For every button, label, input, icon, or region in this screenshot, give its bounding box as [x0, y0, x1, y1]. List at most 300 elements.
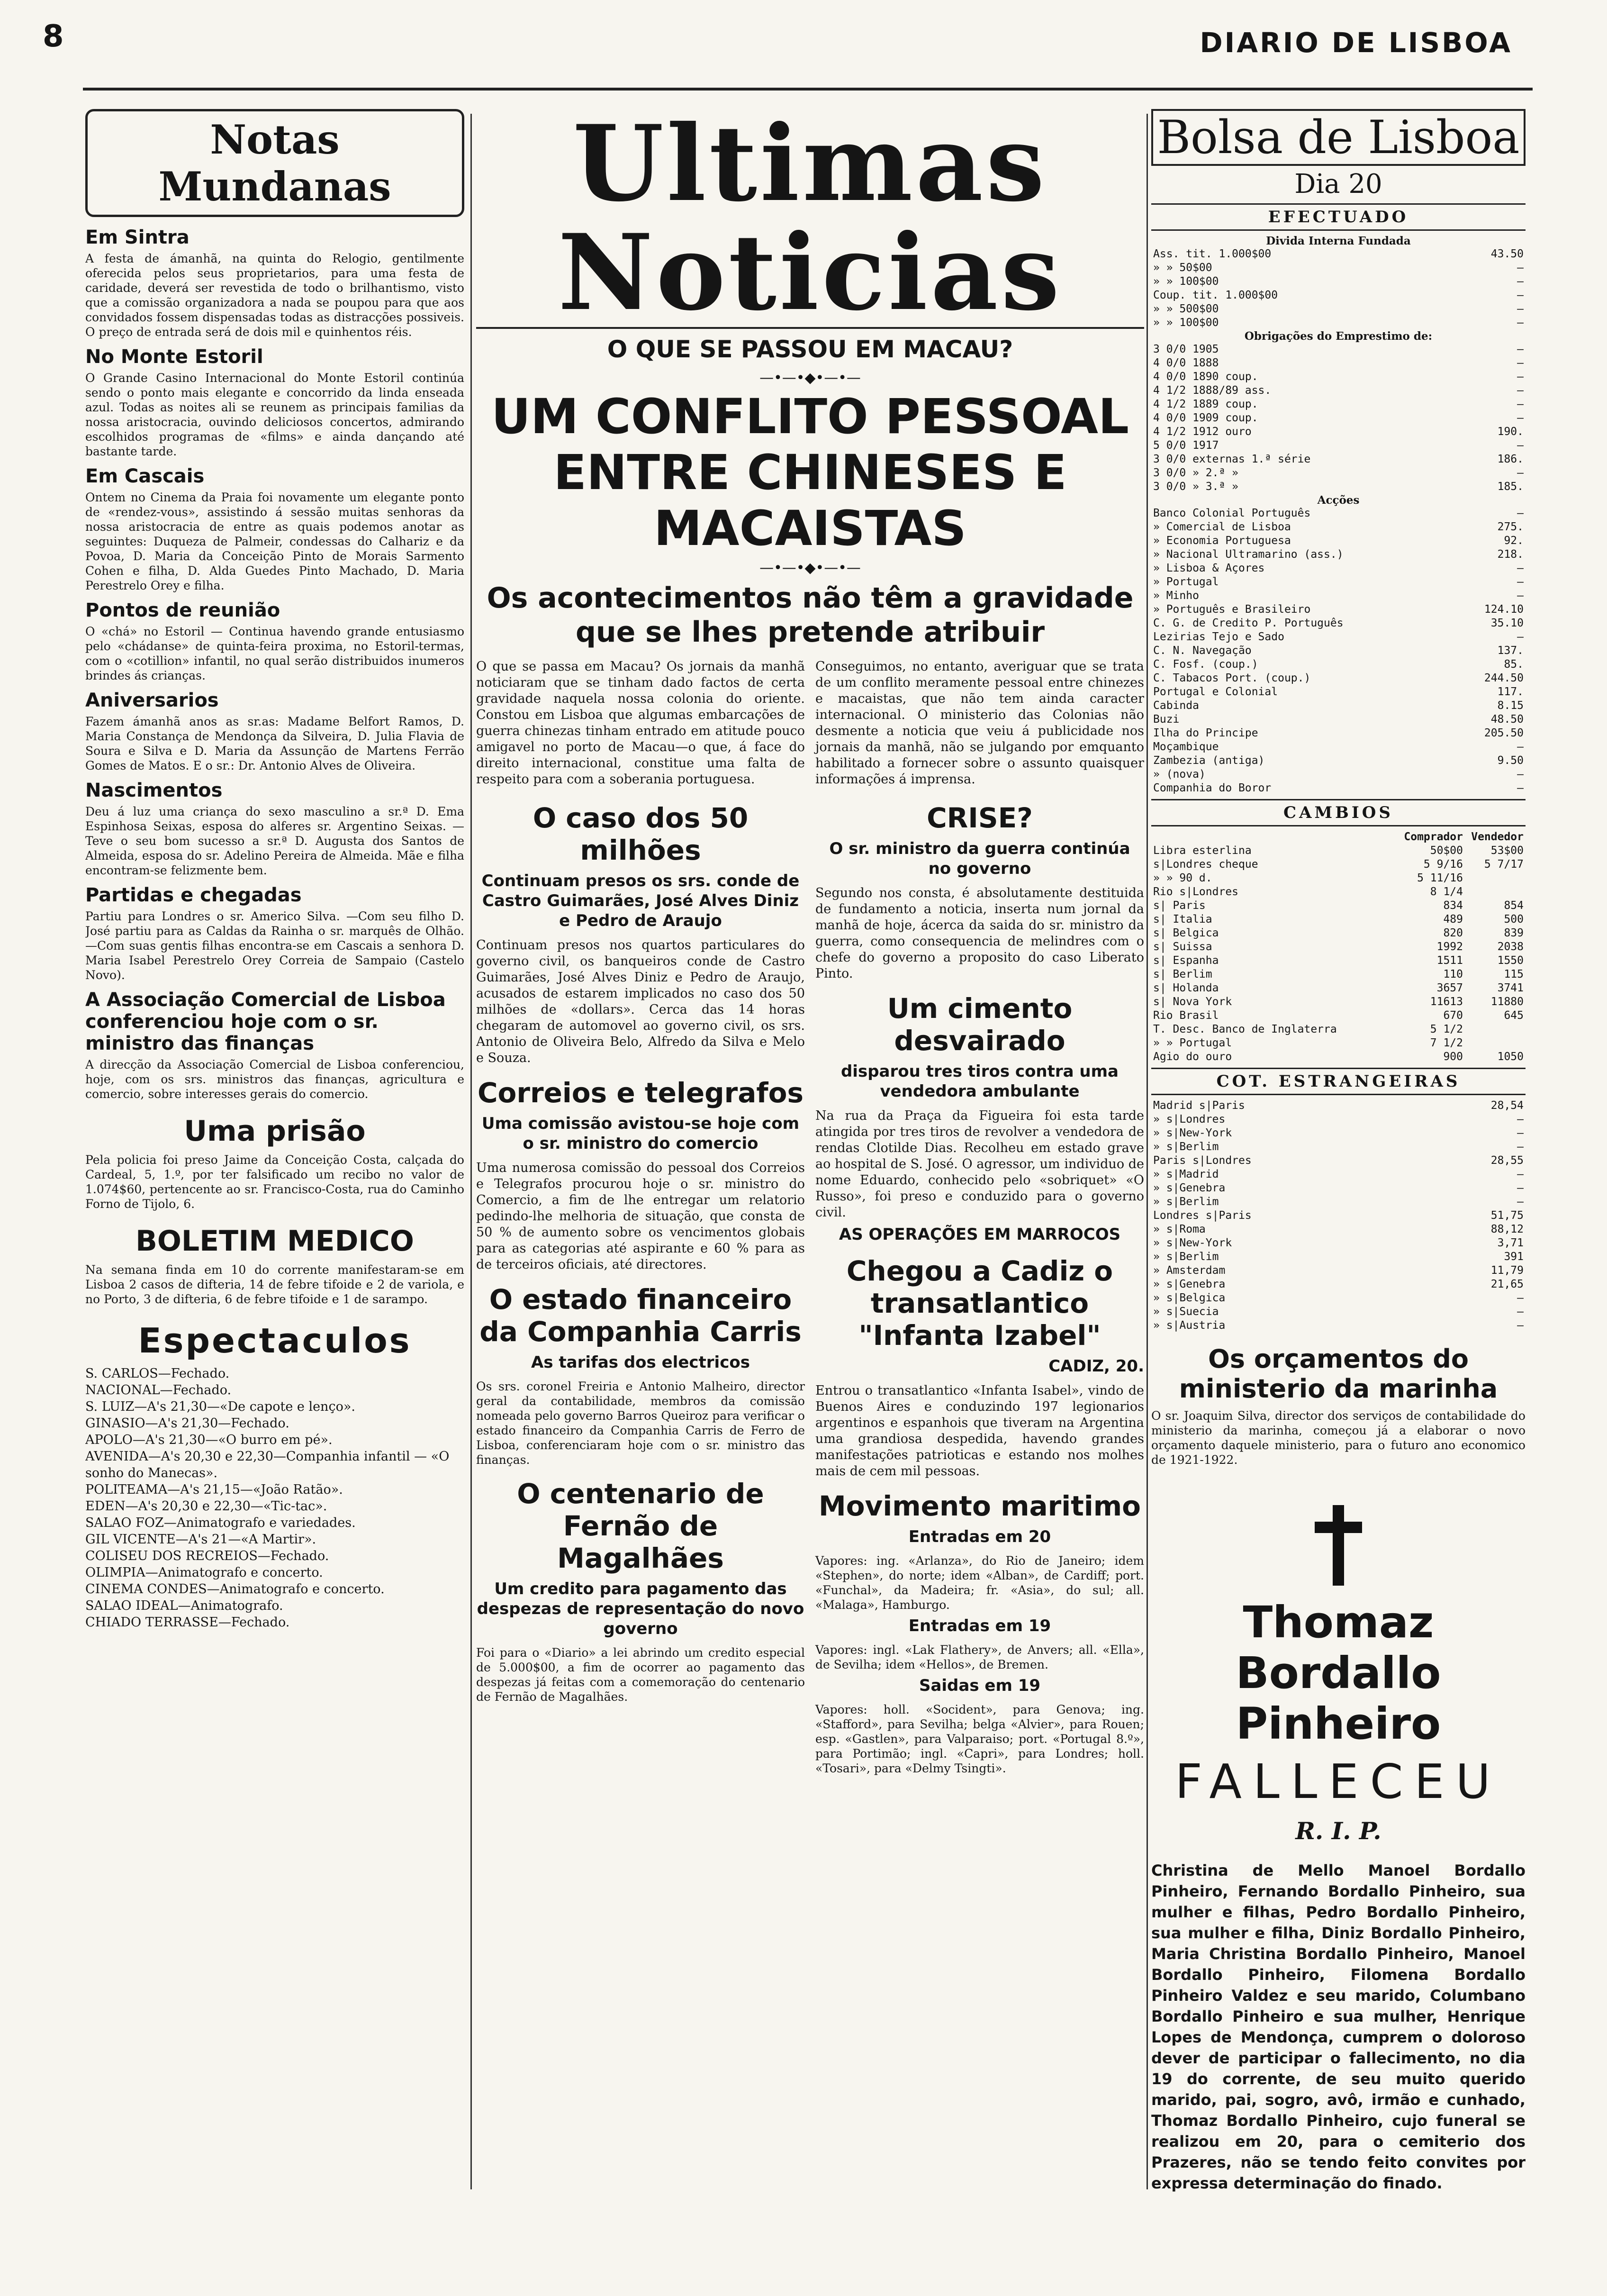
- table-row: [1151, 858, 1526, 871]
- row-label: C. G. de Credito P. Português: [1153, 617, 1344, 629]
- list-item: CHIADO TERRASSE—Fechado.: [85, 1615, 290, 1630]
- cambios-table: [1151, 830, 1526, 1064]
- table-row: [1151, 275, 1526, 289]
- row-label: s| Nova York: [1153, 996, 1232, 1008]
- article-text: Foi para o «Diario» a lei abrindo um credito especial de 5.000$00, a fim de ocorrer ao pagamento das despezas já feitas com a comemoração do centenario de Fernão de Magalhães.: [476, 1646, 805, 1704]
- row-value: 1992: [1436, 941, 1463, 953]
- table-row: [1151, 520, 1526, 534]
- row-label: » s|Roma: [1153, 1223, 1206, 1235]
- article-subtitle: Entradas em 19: [908, 1616, 1051, 1635]
- table-row: [1151, 685, 1526, 699]
- macau-article: [476, 659, 1144, 791]
- table-row: [1151, 1291, 1526, 1305]
- table-row: [1151, 1023, 1526, 1036]
- table-row: [1151, 316, 1526, 330]
- article-title: CRISE?: [927, 802, 1033, 834]
- table-row: [1151, 575, 1526, 589]
- table-row: [1151, 913, 1526, 926]
- row-value: 53$00: [1490, 844, 1524, 857]
- row-value: 645: [1504, 1009, 1524, 1022]
- row-value: 3657: [1436, 982, 1463, 994]
- section-title: BOLETIM MEDICO: [135, 1225, 414, 1258]
- article-subtitle: disparou tres tiros contra uma vendedora ambulante: [840, 1062, 1119, 1101]
- section-text: A direcção da Associação Comercial de Lisboa conferenciou, hoje, com os srs. ministros das finanças, agricultura e comercio, sobre interesses gerais do comercio.: [85, 1058, 464, 1101]
- obituary-falleceu: FALLECEU: [1175, 1754, 1502, 1809]
- row-label: 4 0/0 1909 coup.: [1153, 412, 1258, 424]
- article-title: Um cimento desvairado: [887, 992, 1073, 1057]
- article-text: Uma numerosa comissão do pessoal dos Correios e Telegrafos procurou hoje o sr. ministro do Comercio, a fim de lhe entregar um relatorio pedindo-lhe melhoria de situação, que consta de 50 % de aumento sobre os vencimentos globais para as categorias até aspirante e 60 % para as de terceiros oficiais, até directores.: [476, 1161, 805, 1272]
- row-value: 28,55: [1490, 1154, 1524, 1167]
- list-item: NACIONAL—Fechado.: [85, 1383, 232, 1398]
- table-row: [1151, 425, 1526, 439]
- section-text: Ontem no Cinema da Praia foi novamente um elegante ponto de «rendez-vous», assistindo á sessão muitas senhoras da nossa aristocracia de entre as quais podemos anotar as seguintes: Duqueza de Palmeir, condessas do Calhariz e da Povoa, D. Maria da Conceição Pinto de Morais Sarmento Cohen e filha, D. Alda Guedes Pinto Machado, D. Maria Perestrelo Orey e filha.: [85, 490, 464, 592]
- table-row: [1151, 844, 1526, 858]
- row-label: s| Paris: [1153, 899, 1206, 912]
- article-subtitle: Um credito para pagamento das despezas de representação do novo governo: [477, 1579, 804, 1638]
- row-value: —: [1517, 1292, 1524, 1304]
- column-header: Vendedor: [1471, 831, 1524, 843]
- table-row: [1151, 411, 1526, 425]
- divida-table: [1151, 247, 1526, 330]
- row-value: 115: [1504, 968, 1524, 980]
- row-value: 1550: [1497, 954, 1524, 967]
- row-label: 5 0/0 1917: [1153, 439, 1219, 452]
- row-value: 8.15: [1497, 699, 1524, 712]
- row-label: s| Holanda: [1153, 982, 1219, 994]
- row-value: —: [1517, 1127, 1524, 1139]
- section-text: Na semana finda em 10 do corrente manifestaram-se em Lisboa 2 casos de difteria, 14 de febre tifoide e 2 de variola, e no Porto, 3 de difteria, 6 de febre tifoide e 1 de sarampo.: [85, 1263, 464, 1306]
- table-row: [1151, 480, 1526, 494]
- column-divider: [470, 114, 472, 2189]
- row-value: 11,79: [1490, 1264, 1524, 1277]
- row-value: 21,65: [1490, 1278, 1524, 1290]
- row-value: 85.: [1504, 658, 1524, 671]
- article-subtitle: Saidas em 19: [919, 1676, 1041, 1695]
- row-value: [1465, 1036, 1526, 1050]
- article-subtitle: As tarifas dos electricos: [531, 1353, 750, 1372]
- section-text: O Grande Casino Internacional do Monte Estoril continúa sendo o ponto mais elegante e concorrido da linda enseada azul. Todas as noites ali se reunem as principais familias da nossa aristocracia, ouvindo deliciosos concertos, admirando escolhidos programas de «films» e ainda dançando até bastante tarde.: [85, 371, 464, 458]
- row-value: 51,75: [1490, 1209, 1524, 1222]
- group-title: Divida Interna Fundada: [1266, 235, 1411, 247]
- bolsa-title: Bolsa de Lisboa: [1151, 109, 1526, 166]
- article-text: Continuam presos nos quartos particulares do governo civil, os banqueiros conde de Castro Guimarães, José Alves Diniz e Pedro de Araujo, acusados de estarem implicados no caso dos 50 milhões de «dollars». Cerca das 14 horas chegaram de automovel ao governo civil, os srs. Antonio de Oliveira Belo, Alfredo da Silva e Melo e Souza.: [476, 938, 805, 1065]
- cotacoes-title: COT. ESTRANGEIRAS: [1151, 1068, 1526, 1095]
- row-label: Cabinda: [1153, 699, 1199, 712]
- list-item: EDEN—A's 20,30 e 22,30—«Tic-tac».: [85, 1499, 327, 1514]
- table-row: [1151, 1278, 1526, 1291]
- table-row: [1151, 781, 1526, 795]
- row-value: 205.50: [1484, 727, 1524, 739]
- row-label: Coup. tit. 1.000$00: [1153, 289, 1278, 301]
- table-row: [1151, 302, 1526, 316]
- table-row: [1151, 630, 1526, 644]
- top-rule: [83, 88, 1533, 91]
- table-row: [1151, 247, 1526, 261]
- row-value: 854: [1504, 899, 1524, 912]
- list-item: GIL VICENTE—A's 21—«A Martir».: [85, 1532, 316, 1547]
- row-value: 50$00: [1430, 844, 1463, 857]
- table-row: [1151, 713, 1526, 726]
- row-value: 3741: [1497, 982, 1524, 994]
- row-value: —: [1517, 357, 1524, 369]
- row-value: 834: [1443, 899, 1463, 912]
- row-label: T. Desc. Banco de Inglaterra: [1153, 1023, 1337, 1035]
- table-row: [1151, 534, 1526, 548]
- center-column: [476, 109, 1144, 2194]
- table-row: [1151, 1050, 1526, 1064]
- row-value: —: [1517, 262, 1524, 274]
- row-label: 3 0/0 » 2.ª »: [1153, 467, 1239, 479]
- ultimas-noticias-title: Ultimas Noticias: [476, 109, 1144, 329]
- table-row: [1151, 562, 1526, 575]
- row-value: 391: [1504, 1251, 1524, 1263]
- row-value: 186.: [1497, 453, 1524, 465]
- row-label: 3 0/0 externas 1.ª série: [1153, 453, 1311, 465]
- row-value: —: [1517, 1113, 1524, 1125]
- center-articles: [476, 791, 1144, 1779]
- efectuado-title: EFECTUADO: [1151, 203, 1526, 231]
- table-row: [1151, 658, 1526, 672]
- row-label: » Lisboa & Açores: [1153, 562, 1265, 574]
- row-label: Banco Colonial Português: [1153, 507, 1311, 519]
- section-text: A festa de ámanhã, na quinta do Relogio, gentilmente oferecida pelos seus proprietarios, para uma festa de caridade, deverá ser revestida de todo o brilhantismo, visto que a comissão organizadora a nada se poupou para que aos convidados fossem dispensadas todas as distracções possiveis. O preço de entrada será de dois mil e quinhentos réis.: [85, 252, 464, 339]
- table-row: [1151, 1009, 1526, 1023]
- row-value: —: [1517, 1196, 1524, 1208]
- acoes-table: [1151, 507, 1526, 795]
- row-value: 3,71: [1497, 1237, 1524, 1249]
- section-text: Partiu para Londres o sr. Americo Silva. —Com seu filho D. José partiu para as Caldas da Rainha o sr. marquês de Olhão. —Com suas gentis filhas encontra-se em Cascais a senhora D. Maria Isabel Perestrelo Orey Correia de Sampaio (Castelo Novo).: [85, 909, 464, 982]
- table-row: [1151, 1319, 1526, 1333]
- row-value: 43.50: [1490, 248, 1524, 260]
- obituary-rip: R. I. P.: [1295, 1817, 1381, 1845]
- section-title: Partidas e chegadas: [85, 884, 302, 906]
- row-value: —: [1517, 507, 1524, 519]
- row-value: 244.50: [1484, 672, 1524, 684]
- row-label: s| Espanha: [1153, 954, 1219, 967]
- row-label: » s|Suecia: [1153, 1306, 1219, 1318]
- row-label: » Portugal: [1153, 576, 1219, 588]
- section-title: Nascimentos: [85, 780, 223, 801]
- row-label: Londres s|Paris: [1153, 1209, 1252, 1222]
- column-header: Comprador: [1404, 831, 1463, 843]
- table-row: [1151, 672, 1526, 685]
- row-label: » Nacional Ultramarino (ass.): [1153, 548, 1344, 561]
- row-value: 2038: [1497, 941, 1524, 953]
- row-value: 88,12: [1490, 1223, 1524, 1235]
- cotacoes-table: [1151, 1099, 1526, 1333]
- row-value: —: [1517, 1168, 1524, 1180]
- obrigacoes-table: [1151, 343, 1526, 494]
- table-row: [1151, 548, 1526, 562]
- row-label: » s|Berlim: [1153, 1141, 1219, 1153]
- row-value: 1511: [1436, 954, 1463, 967]
- ornament: —•—•◆•—•—: [759, 370, 861, 386]
- table-row: [1151, 1264, 1526, 1278]
- row-value: 8 1/4: [1430, 886, 1463, 898]
- row-label: 3 0/0 » 3.ª »: [1153, 481, 1239, 493]
- dateline: CADIZ, 20.: [1048, 1357, 1144, 1376]
- table-row: [1151, 768, 1526, 781]
- table-header: [1151, 830, 1526, 844]
- row-value: 670: [1443, 1009, 1463, 1022]
- row-value: 110: [1443, 968, 1463, 980]
- section-title: Espectaculos: [138, 1321, 412, 1361]
- table-row: [1151, 1099, 1526, 1113]
- table-row: [1151, 370, 1526, 384]
- row-label: Madrid s|Paris: [1153, 1099, 1245, 1112]
- row-label: s| Italia: [1153, 913, 1212, 926]
- row-value: 5 11/16: [1417, 872, 1463, 884]
- row-value: —: [1517, 782, 1524, 794]
- table-row: [1151, 954, 1526, 968]
- row-value: 5 1/2: [1430, 1023, 1463, 1035]
- group-title: Obrigações do Emprestimo de:: [1244, 330, 1433, 343]
- row-value: 124.10: [1484, 603, 1524, 616]
- row-value: 185.: [1497, 481, 1524, 493]
- row-value: —: [1517, 412, 1524, 424]
- row-value: 5 9/16: [1423, 858, 1463, 871]
- table-row: [1151, 453, 1526, 466]
- macau-subheadline: Os acontecimentos não têm a gravidade que se lhes pretende atribuir: [487, 581, 1134, 649]
- article-title: Correios e telegrafos: [477, 1077, 804, 1109]
- row-label: Ilha do Principe: [1153, 727, 1258, 739]
- article-text: O que se passa em Macau? Os jornais da manhã noticiaram que se tinham dado factos de certa gravidade naquela nossa colonia do oriente. Constou em Lisboa que algumas embarcações de guerra chinezas tinham entrado em atitude pouco amigavel no porto de Macau—o que, á face do direito internacional, constitue uma falta de respeito para com a soberania portuguesa.: [476, 659, 805, 787]
- list-item: POLITEAMA—A's 21,15—«João Ratão».: [85, 1482, 343, 1497]
- row-label: 4 1/2 1889 coup.: [1153, 398, 1258, 410]
- row-label: Lezirias Tejo e Sado: [1153, 631, 1284, 643]
- article-title: Movimento maritimo: [818, 1490, 1141, 1522]
- article-text: Entrou o transatlantico «Infanta Isabel», vindo de Buenos Aires e conduzindo 197 legionarios argentinos e espanhois que tiveram na Argentina uma grandiosa despedida, havendo grandes manifestações patrioticas e estando nos molhes mais de cem mil pessoas.: [815, 1383, 1144, 1479]
- row-label: » s|Berlim: [1153, 1251, 1219, 1263]
- article-text: Vapores: ing. «Arlanza», do Rio de Janeiro; idem «Stephen», do norte; idem «Alban», de Cardiff; port. «Funchal», da Madeira; fr. «Asia», do sul; all. «Malaga», Hamburgo.: [815, 1554, 1144, 1612]
- article-kicker: AS OPERAÇÕES EM MARROCOS: [839, 1225, 1121, 1244]
- table-row: [1151, 981, 1526, 995]
- table-row: [1151, 726, 1526, 740]
- article-title: O centenario de Fernão de Magalhães: [517, 1478, 764, 1574]
- section-title: Em Sintra: [85, 227, 190, 248]
- table-row: [1151, 356, 1526, 370]
- section-title: Pontos de reunião: [85, 599, 280, 621]
- row-value: —: [1517, 303, 1524, 315]
- row-label: » Comercial de Lisboa: [1153, 521, 1291, 533]
- row-label: » s|New-York: [1153, 1127, 1232, 1139]
- table-row: [1151, 1305, 1526, 1319]
- row-value: —: [1517, 1182, 1524, 1194]
- row-value: —: [1517, 562, 1524, 574]
- article-text: O sr. Joaquim Silva, director dos serviços de contabilidade do ministerio da marinha, começou já a elaborar o novo orçamento daquele ministerio, para o futuro ano economico de 1921-1922.: [1151, 1409, 1526, 1467]
- section-title: Uma prisão: [184, 1115, 366, 1148]
- notas-mundanas-title: Notas Mundanas: [85, 109, 464, 217]
- row-label: » » 100$00: [1153, 275, 1219, 288]
- article-title: Os orçamentos do ministerio da marinha: [1179, 1344, 1498, 1404]
- row-value: —: [1517, 1306, 1524, 1318]
- article-text: Vapores: ingl. «Lak Flathery», de Anvers; all. «Ella», de Sevilha; idem «Hellos», de Bremen.: [815, 1643, 1144, 1671]
- row-label: » Minho: [1153, 590, 1199, 602]
- table-row: [1151, 1113, 1526, 1126]
- table-row: [1151, 644, 1526, 658]
- row-value: 117.: [1497, 686, 1524, 698]
- list-item: SALAO IDEAL—Animatografo.: [85, 1598, 283, 1613]
- row-value: 190.: [1497, 426, 1524, 438]
- row-value: —: [1517, 275, 1524, 288]
- section-title: A Associação Comercial de Lisboa conferenciou hoje com o sr. ministro das finanças: [85, 989, 446, 1054]
- row-value: 9.50: [1497, 754, 1524, 767]
- table-row: [1151, 439, 1526, 453]
- row-label: » Português e Brasileiro: [1153, 603, 1311, 616]
- row-label: » » 90 d.: [1153, 872, 1212, 884]
- article-text: Na rua da Praça da Figueira foi esta tarde atingida por tres tiros de revolver a vendedora de rendas Clotilde Dias. Recolheu em estado grave ao hospital de S. José. O agressor, um individuo de nome Eduardo, conhecido pelo «sobriquet» «O Russo», foi preso e conduzido para o governo civil.: [815, 1108, 1144, 1220]
- row-label: » » 500$00: [1153, 303, 1219, 315]
- list-item: COLISEU DOS RECREIOS—Fechado.: [85, 1549, 329, 1563]
- table-row: [1151, 507, 1526, 520]
- row-label: » » 100$00: [1153, 317, 1219, 329]
- macau-headline: UM CONFLITO PESSOAL ENTRE CHINESES E MACAISTAS: [491, 389, 1129, 557]
- row-value: 820: [1443, 927, 1463, 939]
- row-value: 35.10: [1490, 617, 1524, 629]
- table-row: [1151, 1036, 1526, 1050]
- right-column: [1151, 109, 1526, 2194]
- row-value: 11613: [1430, 996, 1463, 1008]
- row-value: —: [1517, 371, 1524, 383]
- table-row: [1151, 754, 1526, 768]
- table-row: [1151, 1140, 1526, 1154]
- section-text: Deu á luz uma criança do sexo masculino a sr.ª D. Ema Espinhosa Seixas, esposa do alferes sr. Argentino Seixas. —Teve o seu bom sucesso a sr.ª D. Augusta dos Santos de Almeida, esposa do sr. Adelino Pereira de Almeida. Mãe e filha encontram-se felizmente bem.: [85, 805, 464, 877]
- row-label: s| Suissa: [1153, 941, 1212, 953]
- table-row: [1151, 699, 1526, 713]
- table-row: [1151, 589, 1526, 603]
- table-row: [1151, 1168, 1526, 1181]
- cross-icon: [1151, 1505, 1526, 1588]
- table-row: [1151, 1223, 1526, 1236]
- row-value: 1050: [1497, 1051, 1524, 1063]
- article-title: O estado financeiro da Companhia Carris: [479, 1283, 802, 1348]
- article-subtitle: Continuam presos os srs. conde de Castro Guimarães, José Alves Diniz e Pedro de Araujo: [481, 871, 800, 930]
- article-text: Os srs. coronel Freiria e Antonio Malheiro, director geral da contabilidade, membros da comissão nomeada pelo governo Barros Queiroz para verificar o estado financeiro da Companhia Carris de Ferro de Lisboa, conferenciaram hoje com o sr. ministro das finanças.: [476, 1379, 805, 1467]
- row-label: » s|Madrid: [1153, 1168, 1219, 1180]
- obituary-text: Christina de Mello Manoel Bordallo Pinheiro, Fernando Bordallo Pinheiro, sua mulher e filhas, Pedro Bordallo Pinheiro, sua mulher e filha, Diniz Bordallo Pinheiro, Maria Christina Bordallo Pinheiro, Manoel Bordallo Pinheiro, Filomena Bordallo Pinheiro Valdez e seu marido, Columbano Bordallo Pinheiro e sua mulher, Henrique Lopes de Mendonça, cumprem o doloroso dever de participar o fallecimento, no dia 19 do corrente, de seu muito querido marido, pai, sogro, avô, irmão e cunhado, Thomaz Bordallo Pinheiro, cujo funeral se realizou em 20, para o cemiterio dos Prazeres, não se tendo feito convites por expressa determinação do finado.: [1151, 1861, 1526, 2192]
- row-label: C. N. Navegação: [1153, 644, 1252, 657]
- macau-kicker: O QUE SE PASSOU EM MACAU?: [607, 336, 1013, 363]
- article-text: Vapores: holl. «Socident», para Genova; ing. «Stafford», para Sevilha; belga «Alvier», para Rouen; esp. «Gastlen», para Valparaiso; port. «Portugal 8.º», para Portimão; ingl. «Capri», para Londres; holl. «Tosari», para «Delmy Tsingti».: [815, 1703, 1144, 1775]
- row-label: 3 0/0 1905: [1153, 343, 1219, 355]
- list-item: S. CARLOS—Fechado.: [85, 1366, 230, 1381]
- table-row: [1151, 885, 1526, 899]
- row-value: —: [1517, 1141, 1524, 1153]
- table-row: [1151, 289, 1526, 302]
- row-label: 4 1/2 1888/89 ass.: [1153, 384, 1272, 397]
- row-label: 4 0/0 1890 coup.: [1153, 371, 1258, 383]
- cambios-title: CAMBIOS: [1151, 799, 1526, 826]
- row-label: » s|Berlim: [1153, 1196, 1219, 1208]
- table-row: [1151, 603, 1526, 617]
- row-label: » » 50$00: [1153, 262, 1212, 274]
- row-value: —: [1517, 467, 1524, 479]
- row-value: 900: [1443, 1051, 1463, 1063]
- row-value: 92.: [1504, 535, 1524, 547]
- article-subtitle: O sr. ministro da guerra continúa no governo: [829, 839, 1130, 878]
- row-value: —: [1517, 1319, 1524, 1332]
- row-label: » (nova): [1153, 768, 1206, 780]
- table-row: [1151, 899, 1526, 913]
- row-label: Libra esterlina: [1153, 844, 1252, 857]
- row-value: —: [1517, 343, 1524, 355]
- row-value: —: [1517, 590, 1524, 602]
- row-label: Ass. tit. 1.000$00: [1153, 248, 1272, 260]
- section-text: O «chá» no Estoril — Continua havendo grande entusiasmo pelo «chádanse» de quinta-feira proxima, no Estoril-termas, com o «cotillion» infantil, no qual serão distribuidos inumeros brindes ás crianças.: [85, 625, 464, 682]
- row-value: 489: [1443, 913, 1463, 926]
- table-row: [1151, 1209, 1526, 1223]
- row-value: —: [1517, 768, 1524, 780]
- row-label: Rio Brasil: [1153, 1009, 1219, 1022]
- table-row: [1151, 617, 1526, 630]
- row-label: Companhia do Boror: [1153, 782, 1272, 794]
- article-subtitle: Uma comissão avistou-se hoje com o sr. ministro do comercio: [481, 1114, 800, 1153]
- row-label: 4 0/0 1888: [1153, 357, 1219, 369]
- row-label: Portugal e Colonial: [1153, 686, 1278, 698]
- article-title: Chegou a Cadiz o transatlantico "Infanta Izabel": [846, 1255, 1113, 1352]
- row-label: Zambezia (antiga): [1153, 754, 1265, 767]
- row-value: [1465, 1023, 1526, 1036]
- row-label: » » Portugal: [1153, 1037, 1232, 1049]
- row-value: 11880: [1490, 996, 1524, 1008]
- row-value: 7 1/2: [1430, 1037, 1463, 1049]
- table-row: [1151, 1126, 1526, 1140]
- row-label: » s|Austria: [1153, 1319, 1226, 1332]
- row-value: —: [1517, 317, 1524, 329]
- section-title: Aniversarios: [85, 690, 219, 711]
- row-label: » s|Londres: [1153, 1113, 1226, 1125]
- row-label: 4 1/2 1912 ouro: [1153, 426, 1252, 438]
- group-title: Acções: [1317, 494, 1360, 507]
- row-value: 500: [1504, 913, 1524, 926]
- left-column: [85, 109, 464, 2194]
- row-value: [1465, 871, 1526, 885]
- table-row: [1151, 261, 1526, 275]
- table-row: [1151, 384, 1526, 398]
- list-item: AVENIDA—A's 20,30 e 22,30—Companhia infantil — «O sonho do Manecas».: [85, 1449, 450, 1480]
- list-item: SALAO FOZ—Animatografo e variedades.: [85, 1516, 356, 1530]
- row-value: —: [1517, 741, 1524, 753]
- row-label: Agio do ouro: [1153, 1051, 1232, 1063]
- list-item: CINEMA CONDES—Animatografo e concerto.: [85, 1582, 385, 1597]
- article-subtitle: Entradas em 20: [908, 1527, 1051, 1546]
- row-label: » Amsterdam: [1153, 1264, 1226, 1277]
- table-row: [1151, 398, 1526, 411]
- table-row: [1151, 926, 1526, 940]
- row-label: » s|Belgica: [1153, 1292, 1226, 1304]
- table-row: [1151, 343, 1526, 356]
- masthead: DIARIO DE LISBOA: [1200, 27, 1512, 59]
- row-label: Paris s|Londres: [1153, 1154, 1252, 1167]
- row-label: s| Belgica: [1153, 927, 1219, 939]
- list-item: OLIMPIA—Animatografo e concerto.: [85, 1565, 323, 1580]
- table-row: [1151, 1250, 1526, 1264]
- article-text: Segundo nos consta, é absolutamente destituida de fundamento a noticia, inserta num jornal da manhã de hoje, ácerca da saida do sr. ministro da guerra, como consequencia de melindres com o chefe do governo a proposito do caso Liberato Pinto.: [815, 886, 1144, 981]
- row-value: [1465, 885, 1526, 899]
- table-row: [1151, 466, 1526, 480]
- row-label: Buzi: [1153, 713, 1180, 726]
- table-row: [1151, 871, 1526, 885]
- section-text: Pela policia foi preso Jaime da Conceição Costa, calçada do Cardeal, 5, 1.º, por ter falsificado um recibo no valor de 1.074$60, pertencente ao sr. Francisco-Costa, rua do Caminho Forno de Tijolo, 6.: [85, 1153, 464, 1211]
- obituary-name: Thomaz Bordallo Pinheiro: [1236, 1597, 1441, 1749]
- table-row: [1151, 968, 1526, 981]
- section-text: Fazem ámanhã anos as sr.as: Madame Belfort Ramos, D. Maria Constança de Mendonça da Silveira, D. Julia Flavia de Soura e Silva e D. Maria da Assunção de Martens Ferrão Gomes de Matos. E o sr.: Dr. Antonio Alves de Oliveira.: [85, 715, 464, 772]
- table-row: [1151, 1154, 1526, 1168]
- row-value: —: [1517, 398, 1524, 410]
- row-value: 5 7/17: [1484, 858, 1524, 871]
- row-label: » s|Genebra: [1153, 1278, 1226, 1290]
- row-label: Rio s|Londres: [1153, 886, 1239, 898]
